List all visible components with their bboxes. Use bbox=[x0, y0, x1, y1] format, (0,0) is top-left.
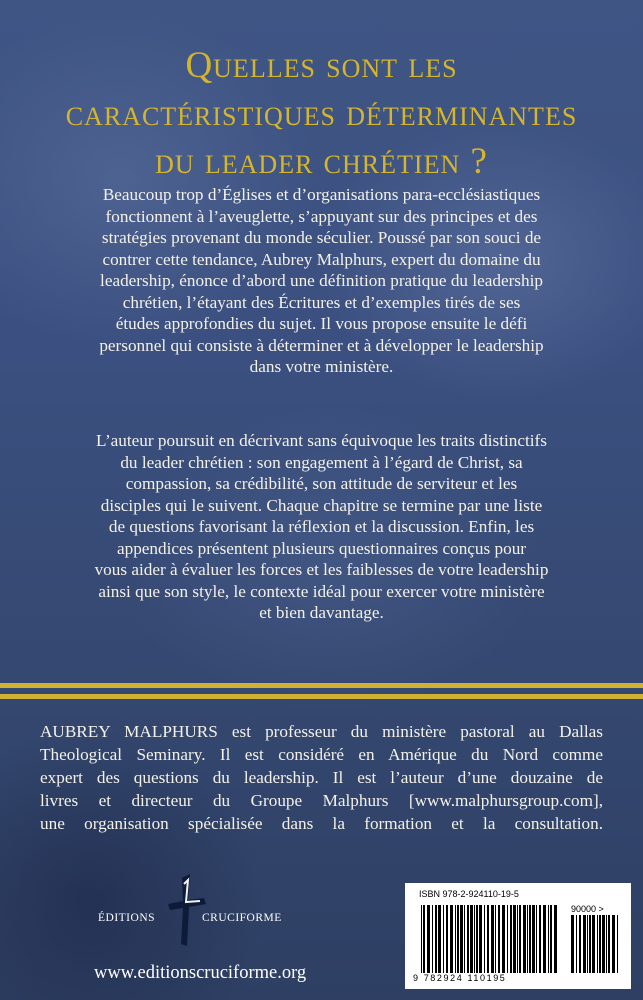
barcode-bar bbox=[548, 905, 549, 973]
barcode-bar bbox=[455, 905, 456, 973]
barcode-bar bbox=[592, 915, 595, 973]
paragraph-line: appendices présentent plusieurs questionnaires conçus pour bbox=[116, 538, 527, 558]
barcode-bar bbox=[432, 905, 433, 973]
barcode-bar bbox=[527, 905, 528, 973]
paragraph-line: de questions favorisant la réflexion et la discussion. Enfin, les bbox=[108, 517, 535, 536]
barcode-bar bbox=[608, 915, 610, 973]
barcode-bar bbox=[554, 905, 557, 973]
barcode-bar bbox=[467, 905, 469, 973]
barcode-bar bbox=[507, 905, 508, 973]
barcode-bar bbox=[470, 905, 473, 973]
barcode-bar bbox=[495, 905, 496, 973]
barcode-bar bbox=[450, 905, 453, 973]
barcode-bar bbox=[532, 905, 535, 973]
bio-line: AUBREY MALPHURS est professeur du ministère pastoral au Dallas bbox=[40, 722, 603, 741]
bio-line: livres et directeur du Groupe Malphurs [www.malphursgroup.com], bbox=[40, 791, 603, 810]
paragraph-line: et bien davantage. bbox=[259, 603, 384, 622]
barcode-bar bbox=[446, 905, 448, 973]
isbn-text: ISBN 978-2-924110-19-5 bbox=[419, 889, 519, 899]
summary-paragraph-1 bbox=[40, 184, 603, 378]
barcode-bar bbox=[523, 905, 526, 973]
barcode-bar bbox=[460, 905, 463, 973]
paragraph-line: chrétien, l’étayant des Écritures et d’exemples tirés de ses bbox=[122, 292, 521, 312]
barcode-bar bbox=[576, 915, 577, 973]
barcode-bar bbox=[427, 905, 430, 973]
barcode-bar bbox=[457, 905, 459, 973]
gold-divider-bottom bbox=[0, 694, 643, 699]
barcode-bar bbox=[474, 905, 475, 973]
paragraph-line: études approfondies du sujet. Il vous propose ensuite le défi bbox=[115, 314, 528, 333]
barcode-bar bbox=[536, 905, 537, 973]
barcode-bar bbox=[617, 915, 618, 973]
paragraph-line: dans votre ministère. bbox=[249, 357, 394, 376]
bio-line: une organisation spécialisée dans la formation et la consultation. bbox=[40, 814, 603, 833]
barcode-bar bbox=[612, 915, 615, 973]
headline-line-1: Quelles sont les bbox=[185, 45, 458, 86]
publisher-name-left: ÉDITIONS bbox=[98, 912, 156, 924]
paragraph-line: leadership, énonce d’abord une définition pratique du leadership bbox=[100, 271, 543, 290]
publisher-name-right: CRUCIFORME bbox=[202, 912, 282, 924]
paragraph-line: du leader chrétien : son engagement à l’égard de Christ, sa bbox=[120, 452, 523, 472]
headline bbox=[0, 42, 643, 186]
paragraph-line: vous aider à évaluer les forces et les faiblesses de votre leadership bbox=[94, 560, 549, 579]
cross-icon bbox=[168, 874, 208, 946]
barcode-bar bbox=[487, 905, 489, 973]
paragraph-line: disciples qui le suivent. Chaque chapitre se termine par une liste bbox=[100, 495, 543, 515]
publisher-website[interactable]: www.editionscruciforme.org bbox=[94, 963, 307, 983]
gold-divider-top bbox=[0, 683, 643, 688]
paragraph-line: L’auteur poursuit en décrivant sans équivoque les traits distinctifs bbox=[96, 431, 547, 450]
summary-paragraph-2 bbox=[40, 430, 603, 624]
barcode-bar bbox=[587, 915, 588, 973]
barcode-bar bbox=[502, 905, 505, 973]
barcode-bar bbox=[484, 905, 485, 973]
bio-line: Theological Seminary. Il est considéré en Amérique du Nord comme bbox=[40, 745, 603, 764]
paragraph-line: compassion, sa crédibilité, son attitude de serviteur et les bbox=[125, 474, 518, 493]
headline-line-2: caractéristiques déterminantes bbox=[65, 93, 578, 134]
barcode-bar bbox=[606, 915, 607, 973]
paragraph-line: Beaucoup trop d’Églises et d’organisations para-ecclésiastiques bbox=[102, 185, 541, 204]
barcode-bar bbox=[479, 905, 482, 973]
barcode-digits: 9 782924 110195 bbox=[413, 973, 507, 983]
barcode-bar bbox=[529, 905, 531, 973]
barcode-bar bbox=[602, 915, 605, 973]
author-bio bbox=[40, 720, 603, 835]
headline-line-3: du leader chrétien ? bbox=[155, 141, 488, 182]
barcode-addon-bars bbox=[571, 915, 621, 973]
barcode-bar bbox=[435, 905, 437, 973]
barcode-bar bbox=[579, 915, 581, 973]
barcode-bar bbox=[464, 905, 465, 973]
paragraph-line: contrer cette tendance, Aubrey Malphurs, expert du domaine du bbox=[102, 249, 541, 269]
barcode-bar bbox=[550, 905, 552, 973]
barcode-bar bbox=[513, 905, 516, 973]
bio-line: expert des questions du leadership. Il est l’auteur d’une douzaine de bbox=[40, 768, 603, 787]
barcode-bar bbox=[597, 915, 598, 973]
barcode-bar bbox=[543, 905, 546, 973]
paragraph-line: ainsi que son style, le contexte idéal pour exercer votre ministère bbox=[98, 581, 545, 601]
paragraph-line: fonctionnent à l’aveuglette, s’appuyant sur des principes et des bbox=[105, 206, 538, 226]
barcode-bar bbox=[539, 905, 541, 973]
barcode-bar bbox=[423, 905, 425, 973]
barcode-bars bbox=[421, 905, 561, 973]
barcode-bar bbox=[519, 905, 521, 973]
barcode-bar bbox=[476, 905, 478, 973]
barcode-bar bbox=[517, 905, 518, 973]
barcode-bar bbox=[438, 905, 441, 973]
barcode-bar bbox=[571, 915, 574, 973]
barcode-bar bbox=[491, 905, 494, 973]
isbn-barcode bbox=[405, 883, 631, 989]
barcode-bar bbox=[421, 905, 422, 973]
barcode-bar bbox=[510, 905, 512, 973]
barcode-bar bbox=[589, 915, 591, 973]
barcode-addon-text: 90000 > bbox=[571, 904, 604, 914]
paragraph-line: stratégies provenant du monde séculier. Poussé par son souci de bbox=[101, 228, 542, 247]
barcode-bar bbox=[583, 915, 586, 973]
barcode-bar bbox=[443, 905, 444, 973]
barcode-bar bbox=[599, 915, 601, 973]
publisher-logo bbox=[98, 874, 282, 954]
barcode-bar bbox=[498, 905, 500, 973]
paragraph-line: personnel qui consiste à déterminer et à développer le leadership bbox=[99, 335, 544, 355]
